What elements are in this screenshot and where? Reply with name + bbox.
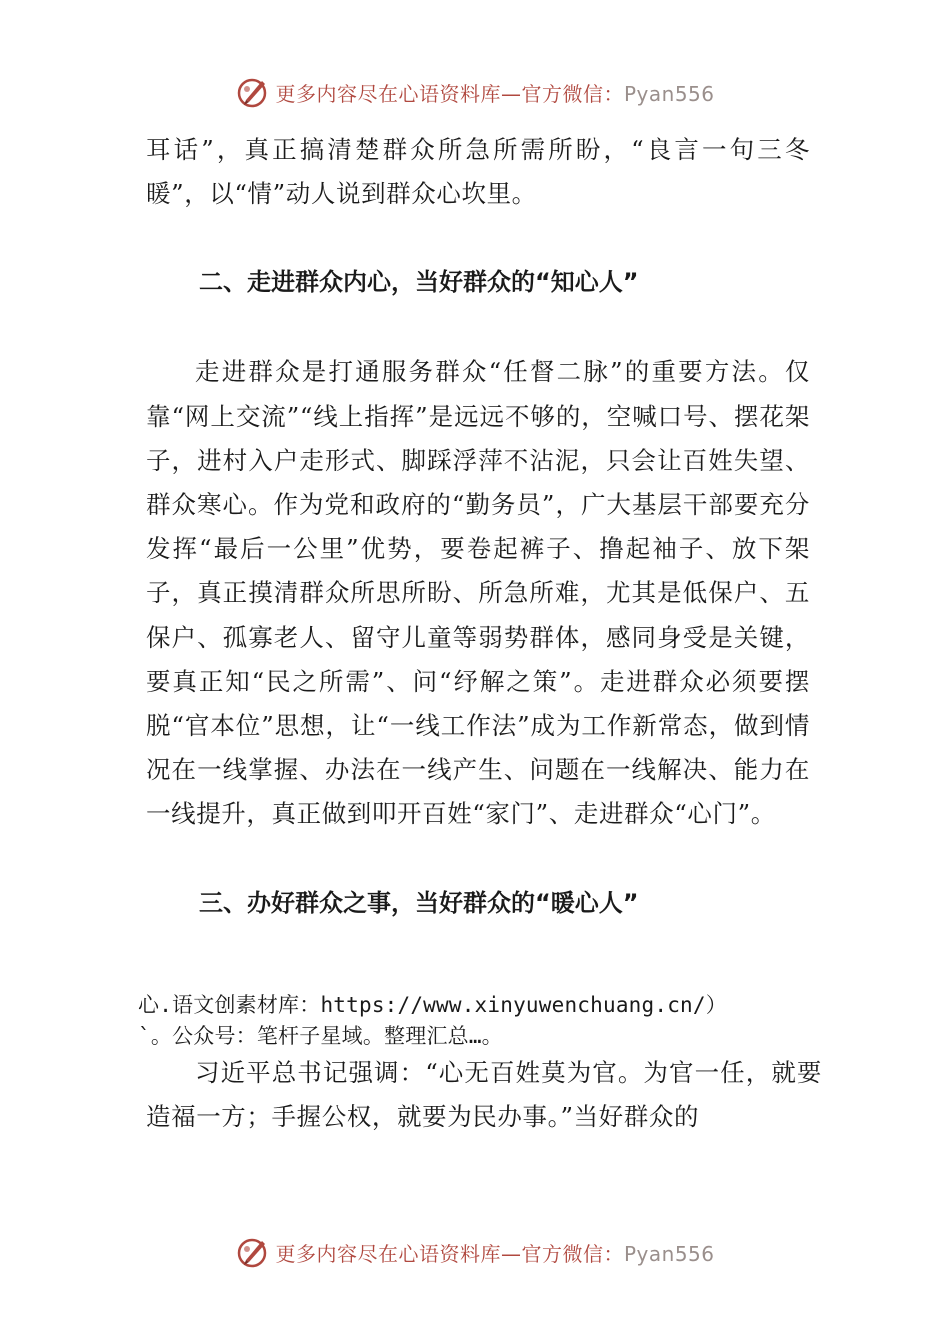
document-body bbox=[146, 128, 810, 925]
source-line-2: `。公众号：笔杆子星域。整理汇总…。 bbox=[138, 1024, 503, 1048]
paragraph-section-3-wrapper bbox=[146, 1051, 822, 1139]
paragraph-section-2: 走进群众是打通服务群众“任督二脉”的重要方法。仅靠“网上交流”“线上指挥”是远远不够的，空喊口号、摆花架子，进村入户走形式、脚踩浮萍不沾泥，只会让百姓失望、群众寒心。作为党和政府的“勤务员”，广大基层干部要充分发挥“最后一公里”优势，要卷起裤子、撸起袖子、放下架子，真正摸清群众所思所盼、所急所难，尤其是低保户、五保户、孤寡老人、留守儿童等弱势群体，感同身受是关键，要真正知“民之所需”、问“纾解之策”。走进群众必须要摆脱“官本位”思想，让“一线工作法”成为工作新常态，做到情况在一线掌握、办法在一线产生、问题在一线解决、能力在一线提升，真正做到叩开百姓“家门”、走进群众“心门”。 bbox=[146, 357, 810, 829]
section-heading-2: 二、走进群众内心，当好群众的“知心人” bbox=[199, 268, 639, 297]
footer-wechat-id: Pyan556 bbox=[623, 1241, 715, 1266]
source-line-1: 心.语文创素材库：https://www.xinyuwenchuang.cn/） bbox=[138, 993, 727, 1017]
section-heading-3: 三、办好群众之事，当好群众的“暖心人” bbox=[199, 888, 639, 917]
footer-banner-text: 更多内容尽在心语资料库—官方微信：Pyan556 bbox=[275, 1241, 715, 1266]
footer-banner bbox=[0, 1232, 950, 1272]
header-wechat-id: Pyan556 bbox=[623, 81, 715, 106]
pen-logo-icon bbox=[235, 1234, 271, 1270]
pen-logo-icon bbox=[235, 74, 271, 110]
paragraph-section-3: 习近平总书记强调：“心无百姓莫为官。为官一任，就要造福一方；手握公权，就要为民办事。”当好群众的 bbox=[146, 1058, 822, 1132]
source-watermark-text bbox=[138, 990, 828, 1052]
header-banner bbox=[0, 72, 950, 112]
header-banner-text: 更多内容尽在心语资料库—官方微信：Pyan556 bbox=[275, 81, 715, 106]
paragraph-continued: 耳话”，真正搞清楚群众所急所需所盼，“良言一句三冬暖”，以“情”动人说到群众心坎里。 bbox=[146, 135, 810, 209]
